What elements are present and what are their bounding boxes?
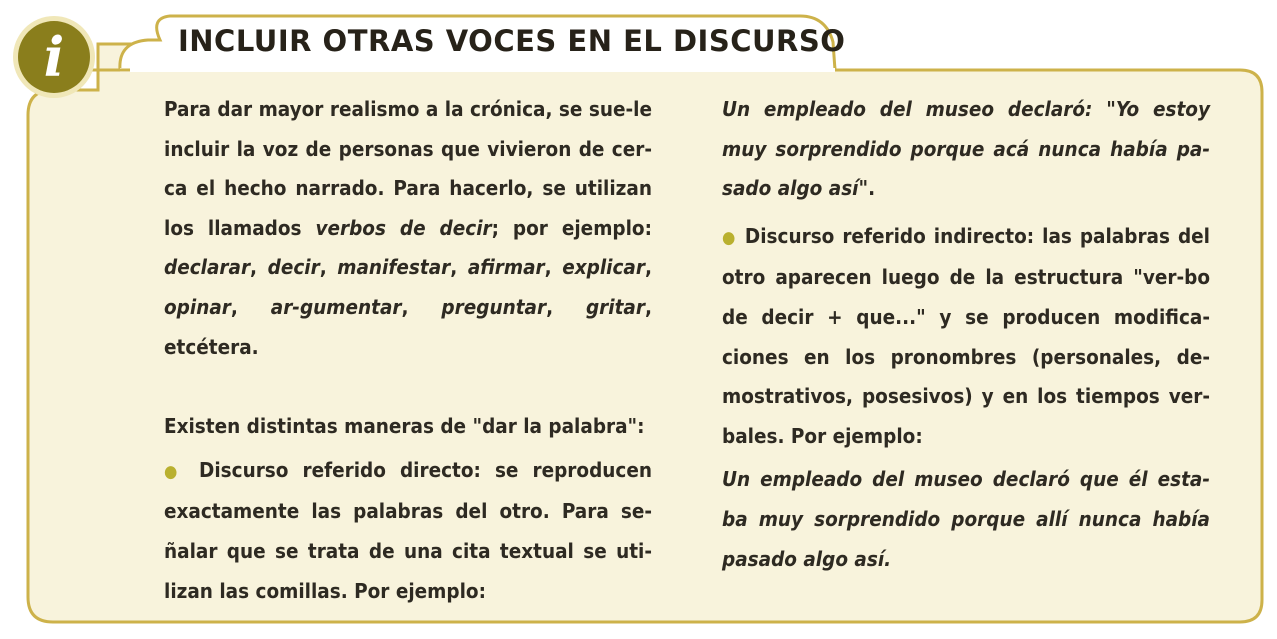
example-direct-quote: "Yo estoy muy sorprendido porque acá nunca había pa-sado algo así	[722, 97, 1210, 201]
bullet-dot-icon: ●	[164, 461, 185, 482]
ways-heading: Existen distintas maneras de "dar la palabra":	[164, 414, 645, 439]
intro-italic-term: preguntar	[441, 294, 547, 319]
intro-text: Para dar mayor realismo a la crónica, se sue-le incluir la voz de personas que vivieron de cer-ca el hecho narrado. Para hacerlo, se utilizan los llamados	[164, 97, 652, 240]
example-direct-suffix: ".	[858, 176, 876, 201]
intro-text: ; por ejemplo:	[491, 215, 652, 240]
intro-italic-term: opinar	[164, 294, 231, 319]
example-direct-prefix: Un empleado del museo declaró:	[722, 97, 1107, 121]
intro-text: ,	[230, 294, 271, 319]
intro-italic-term: manifestar	[337, 255, 451, 280]
info-icon-letter: i	[43, 25, 65, 89]
example-direct	[722, 90, 1210, 209]
intro-text: , etcétera.	[164, 294, 652, 359]
intro-italic-term: declarar	[164, 255, 251, 280]
intro-text: ,	[250, 255, 268, 280]
intro-italic-term: explicar	[562, 255, 645, 280]
bullet-direct	[164, 451, 652, 611]
bullet-indirect-text: Discurso referido indirecto: las palabras del otro aparecen luego de la estructura "ver-bo de decir + que..." y se producen modifica-ciones en los pronombres (personales, de-mostrativos, posesivos) y en los tiempos ver-bales. Por ejemplo:	[722, 223, 1210, 448]
bullet-dot-icon: ●	[722, 227, 737, 248]
intro-italic-term: verbos de decir	[315, 215, 492, 240]
box-title: INCLUIR OTRAS VOCES EN EL DISCURSO	[178, 24, 846, 58]
intro-text: ,	[450, 255, 468, 280]
intro-italic-term: decir	[267, 255, 320, 280]
intro-text: ,	[546, 294, 586, 319]
intro-paragraph	[164, 90, 652, 367]
bullet-direct-text: Discurso referido directo: se reproducen exactamente las palabras del otro. Para se-ñalar que se trata de una cita textual se uti-lizan las comillas. Por ejemplo:	[164, 457, 652, 603]
intro-text: ,	[401, 294, 442, 319]
bullet-indirect	[722, 217, 1210, 457]
tab-join	[120, 68, 835, 72]
intro-text: ,	[319, 255, 338, 280]
left-column	[164, 90, 652, 611]
intro-italic-term: gritar	[585, 294, 645, 319]
intro-text: ,	[544, 255, 563, 280]
intro-italic-term: afirmar	[467, 255, 545, 280]
example-indirect: Un empleado del museo declaró que él esta-ba muy sorprendido porque allí nunca había pasado algo así.	[722, 467, 1210, 571]
intro-text: ,	[644, 255, 652, 280]
intro-italic-term: ar-gumentar	[270, 294, 402, 319]
right-column	[722, 90, 1210, 579]
